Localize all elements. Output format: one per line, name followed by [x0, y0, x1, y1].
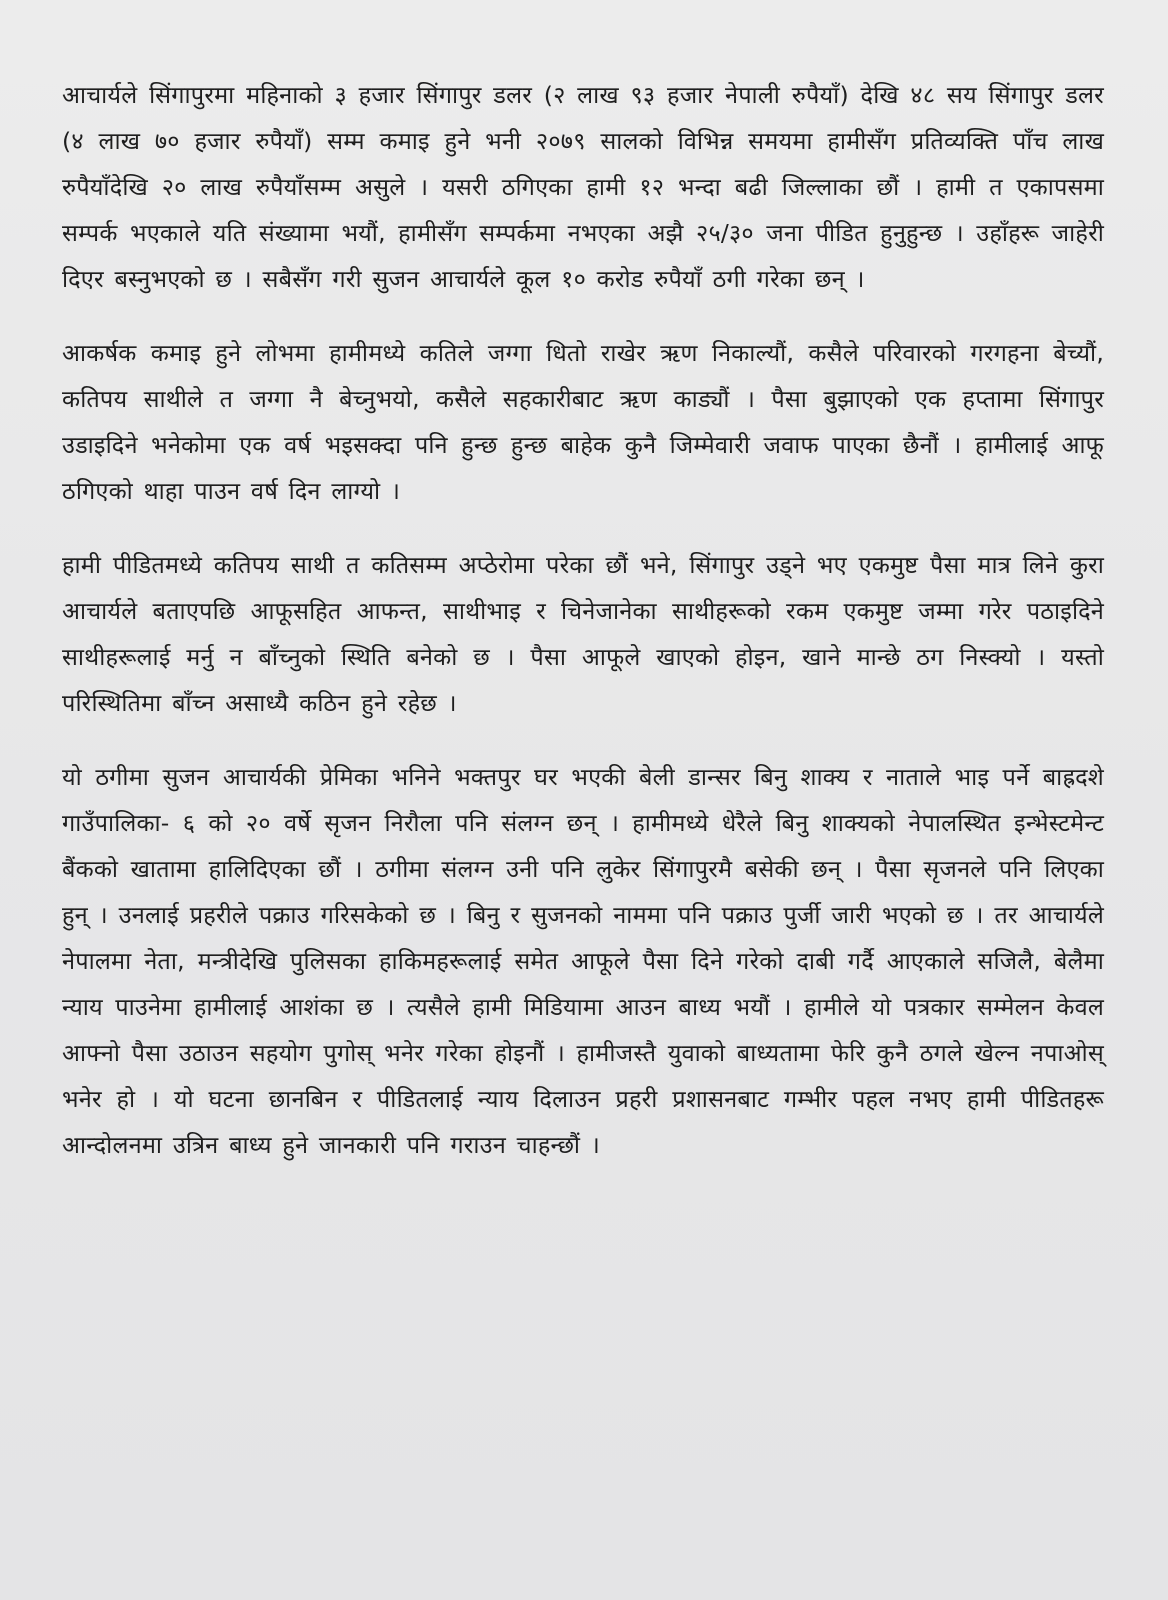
paragraph-2: आकर्षक कमाइ हुने लोभमा हामीमध्ये कतिले जग्गा धितो राखेर ऋण निकाल्यौं, कसैले परिवारको गरगहना बेच्यौं, कतिपय साथीले त जग्गा नै बेच्नुभयो, कसैले सहकारीबाट ऋण काड्यौं । पैसा बुझाएको एक हप्तामा सिंगापुर उडाइदिने भनेकोमा एक वर्ष भइसक्दा पनि हुन्छ हुन्छ बाहेक कुनै जिम्मेवारी जवाफ पाएका छैनौं । हामीलाई आफू ठगिएको थाहा पाउन वर्ष दिन लाग्यो ।: [62, 339, 1104, 505]
paragraph-4: यो ठगीमा सुजन आचार्यकी प्रेमिका भनिने भक्तपुर घर भएकी बेली डान्सर बिनु शाक्य र नाताले भाइ पर्ने बाह्रदशे गाउँपालिका- ६ को २० वर्षे सृजन निरौला पनि संलग्न छन् । हामीमध्ये धेरैले बिनु शाक्यको नेपालस्थित इन्भेस्टमेन्ट बैंकको खातामा हालिदिएका छौं । ठगीमा संलग्न उनी पनि लुकेर सिंगापुरमै बसेकी छन् । पैसा सृजनले पनि लिएका हुन् । उनलाई प्रहरीले पक्राउ गरिसकेको छ । बिनु र सुजनको नाममा पनि पक्राउ पुर्जी जारी भएको छ । तर आचार्यले नेपालमा नेता, मन्त्रीदेखि पुलिसका हाकिमहरूलाई समेत आफूले पैसा दिने गरेको दाबी गर्दै आएकाले सजिलै, बेलैमा न्याय पाउनेमा हामीलाई आशंका छ । त्यसैले हामी मिडियामा आउन बाध्य भयौं । हामीले यो पत्रकार सम्मेलन केवल आफ्नो पैसा उठाउन सहयोग पुगोस् भनेर गरेका होइनौं । हामीजस्तै युवाको बाध्यतामा फेरि कुनै ठगले खेल्न नपाओस् भनेर हो । यो घटना छानबिन र पीडितलाई न्याय दिलाउन प्रहरी प्रशासनबाट गम्भीर पहल नभए हामी पीडितहरू आन्दोलनमा उत्रिन बाध्य हुने जानकारी पनि गराउन चाहन्छौं ।: [62, 763, 1104, 1159]
paragraph-3: हामी पीडितमध्ये कतिपय साथी त कतिसम्म अप्ठेरोमा परेका छौं भने, सिंगापुर उड्ने भए एकमुष्ट पैसा मात्र लिने कुरा आचार्यले बताएपछि आफूसहित आफन्त, साथीभाइ र चिनेजानेका साथीहरूको रकम एकमुष्ट जम्मा गरेर पठाइदिने साथीहरूलाई मर्नु न बाँच्नुको स्थिति बनेको छ । पैसा आफूले खाएको होइन, खाने मान्छे ठग निस्क्यो । यस्तो परिस्थितिमा बाँच्न असाध्यै कठिन हुने रहेछ ।: [62, 551, 1104, 717]
paragraph-1: आचार्यले सिंगापुरमा महिनाको ३ हजार सिंगापुर डलर (२ लाख ९३ हजार नेपाली रुपैयाँ) देखि ४८ सय सिंगापुर डलर (४ लाख ७० हजार रुपैयाँ) सम्म कमाइ हुने भनी २०७९ सालको विभिन्न समयमा हामीसँग प्रतिव्यक्ति पाँच लाख रुपैयाँदेखि २० लाख रुपैयाँसम्म असुले । यसरी ठगिएका हामी १२ भन्दा बढी जिल्लाका छौं । हामी त एकापसमा सम्पर्क भएकाले यति संख्यामा भयौं, हामीसँग सम्पर्कमा नभएका अझै २५/३० जना पीडित हुनुहुन्छ । उहाँहरू जाहेरी दिएर बस्नुभएको छ । सबैसँग गरी सुजन आचार्यले कूल १० करोड रुपैयाँ ठगी गरेका छन् ।: [62, 81, 1104, 293]
